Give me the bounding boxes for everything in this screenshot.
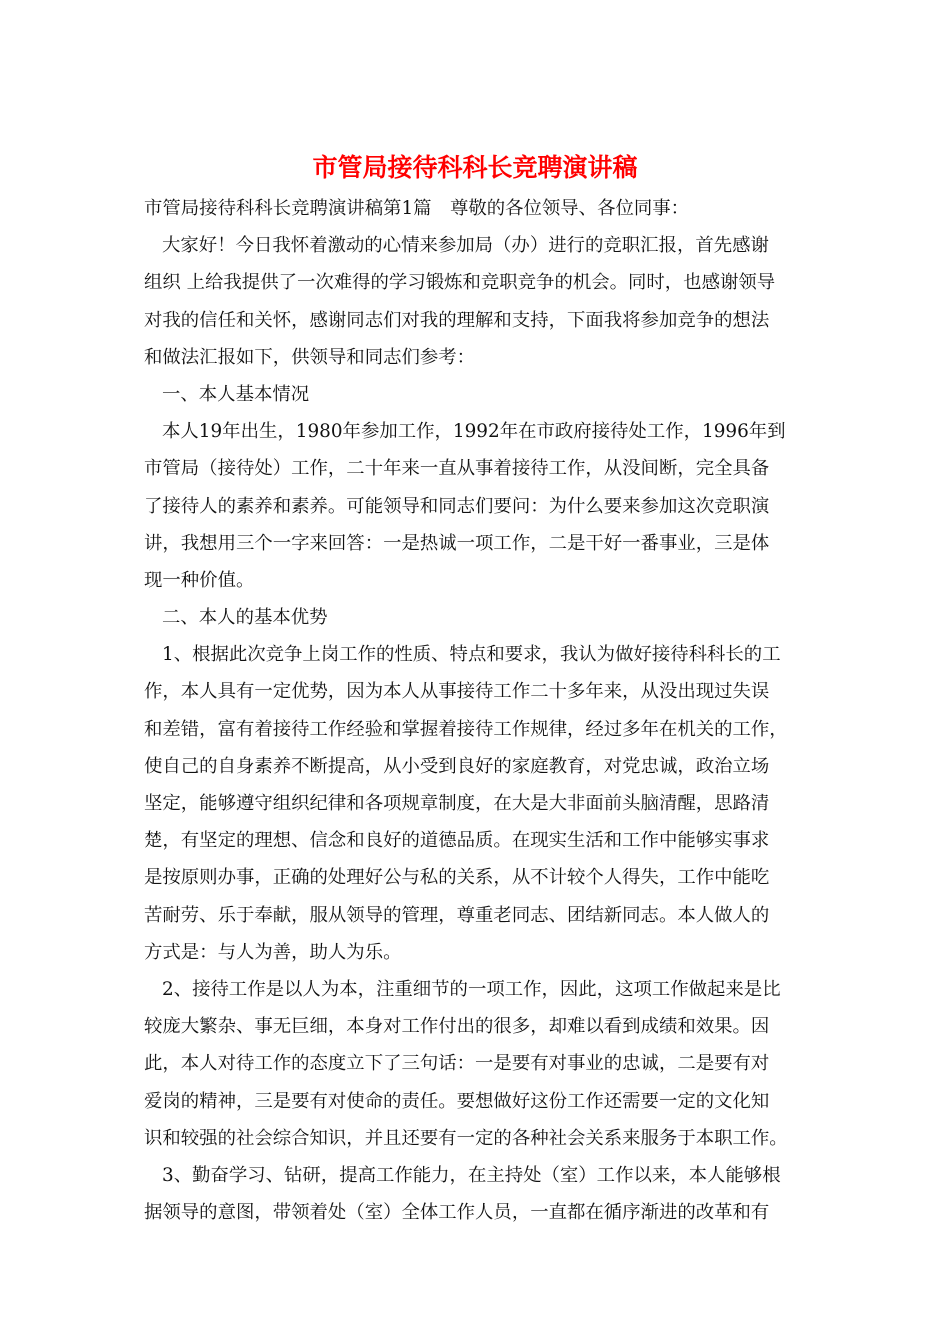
paragraph-line: 大家好！今日我怀着激动的心情来参加局（办）进行的竞职汇报，首先感谢	[162, 235, 769, 257]
paragraph-line: 本人19年出生，1980年参加工作，1992年在市政府接待处工作，1996年到	[162, 421, 786, 443]
paragraph-line: 2、接待工作是以人为本，注重细节的一项工作，因此，这项工作做起来是比	[162, 978, 781, 1000]
paragraph-line: 了接待人的素养和素养。可能领导和同志们要问：为什么要来参加这次竞职演	[144, 495, 770, 517]
paragraph-line: 3、勤奋学习、钻研，提高工作能力，在主持处（室）工作以来，本人能够根	[162, 1164, 781, 1186]
paragraph-line: 使自己的自身素养不断提高，从小受到良好的家庭教育，对党忠诚，政治立场	[144, 755, 770, 777]
paragraph-line: 和差错，富有着接待工作经验和掌握着接待工作规律，经过多年在机关的工作，	[144, 718, 788, 740]
paragraph-line: 市管局（接待处）工作，二十年来一直从事着接待工作，从没间断，完全具备	[144, 458, 770, 480]
paragraph-line: 方式是：与人为善，助人为乐。	[144, 941, 402, 963]
document-title: 市管局接待科科长竞聘演讲稿	[312, 153, 638, 182]
paragraph-line: 据领导的意图，带领着处（室）全体工作人员，一直都在循序渐进的改革和有	[144, 1202, 770, 1224]
paragraph-line: 此，本人对待工作的态度立下了三句话：一是要有对事业的忠诚，二是要有对	[144, 1053, 770, 1075]
paragraph-line: 苦耐劳、乐于奉献，服从领导的管理，尊重老同志、团结新同志。本人做人的	[144, 904, 770, 926]
paragraph-line: 爱岗的精神，三是要有对使命的责任。要想做好这份工作还需要一定的文化知	[144, 1090, 770, 1112]
paragraph-line: 识和较强的社会综合知识，并且还要有一定的各种社会关系来服务于本职工作。	[144, 1127, 788, 1149]
paragraph-line: 讲，我想用三个一字来回答：一是热诚一项工作，二是干好一番事业，三是体	[144, 532, 770, 554]
paragraph-line: 是按原则办事，正确的处理好公与私的关系，从不计较个人得失，工作中能吃	[144, 867, 770, 889]
paragraph-line: 市管局接待科科长竞聘演讲稿第1篇 尊敬的各位领导、各位同事：	[144, 198, 690, 219]
paragraph-line: 坚定，能够遵守组织纪律和各项规章制度，在大是大非面前头脑清醒，思路清	[144, 793, 770, 814]
paragraph-line: 较庞大繁杂、事无巨细，本身对工作付出的很多，却难以看到成绩和效果。因	[144, 1016, 770, 1038]
section-heading: 二、本人的基本优势	[162, 607, 328, 629]
paragraph-line: 对我的信任和关怀，感谢同志们对我的理解和支持，下面我将参加竞争的想法	[144, 309, 770, 331]
paragraph-line: 组织 上给我提供了一次难得的学习锻炼和竞职竞争的机会。同时，也感谢领导	[144, 272, 776, 294]
paragraph-line: 和做法汇报如下，供领导和同志们参考：	[144, 346, 476, 368]
section-heading: 一、本人基本情况	[162, 383, 310, 405]
paragraph-line: 现一种价值。	[144, 569, 255, 591]
document-body	[144, 190, 809, 1231]
paragraph-line: 作，本人具有一定优势，因为本人从事接待工作二十多年来，从没出现过失误	[144, 681, 770, 703]
paragraph-line: 楚，有坚定的理想、信念和良好的道德品质。在现实生活和工作中能够实事求	[144, 830, 770, 852]
paragraph-line: 1、根据此次竞争上岗工作的性质、特点和要求，我认为做好接待科科长的工	[162, 644, 781, 666]
